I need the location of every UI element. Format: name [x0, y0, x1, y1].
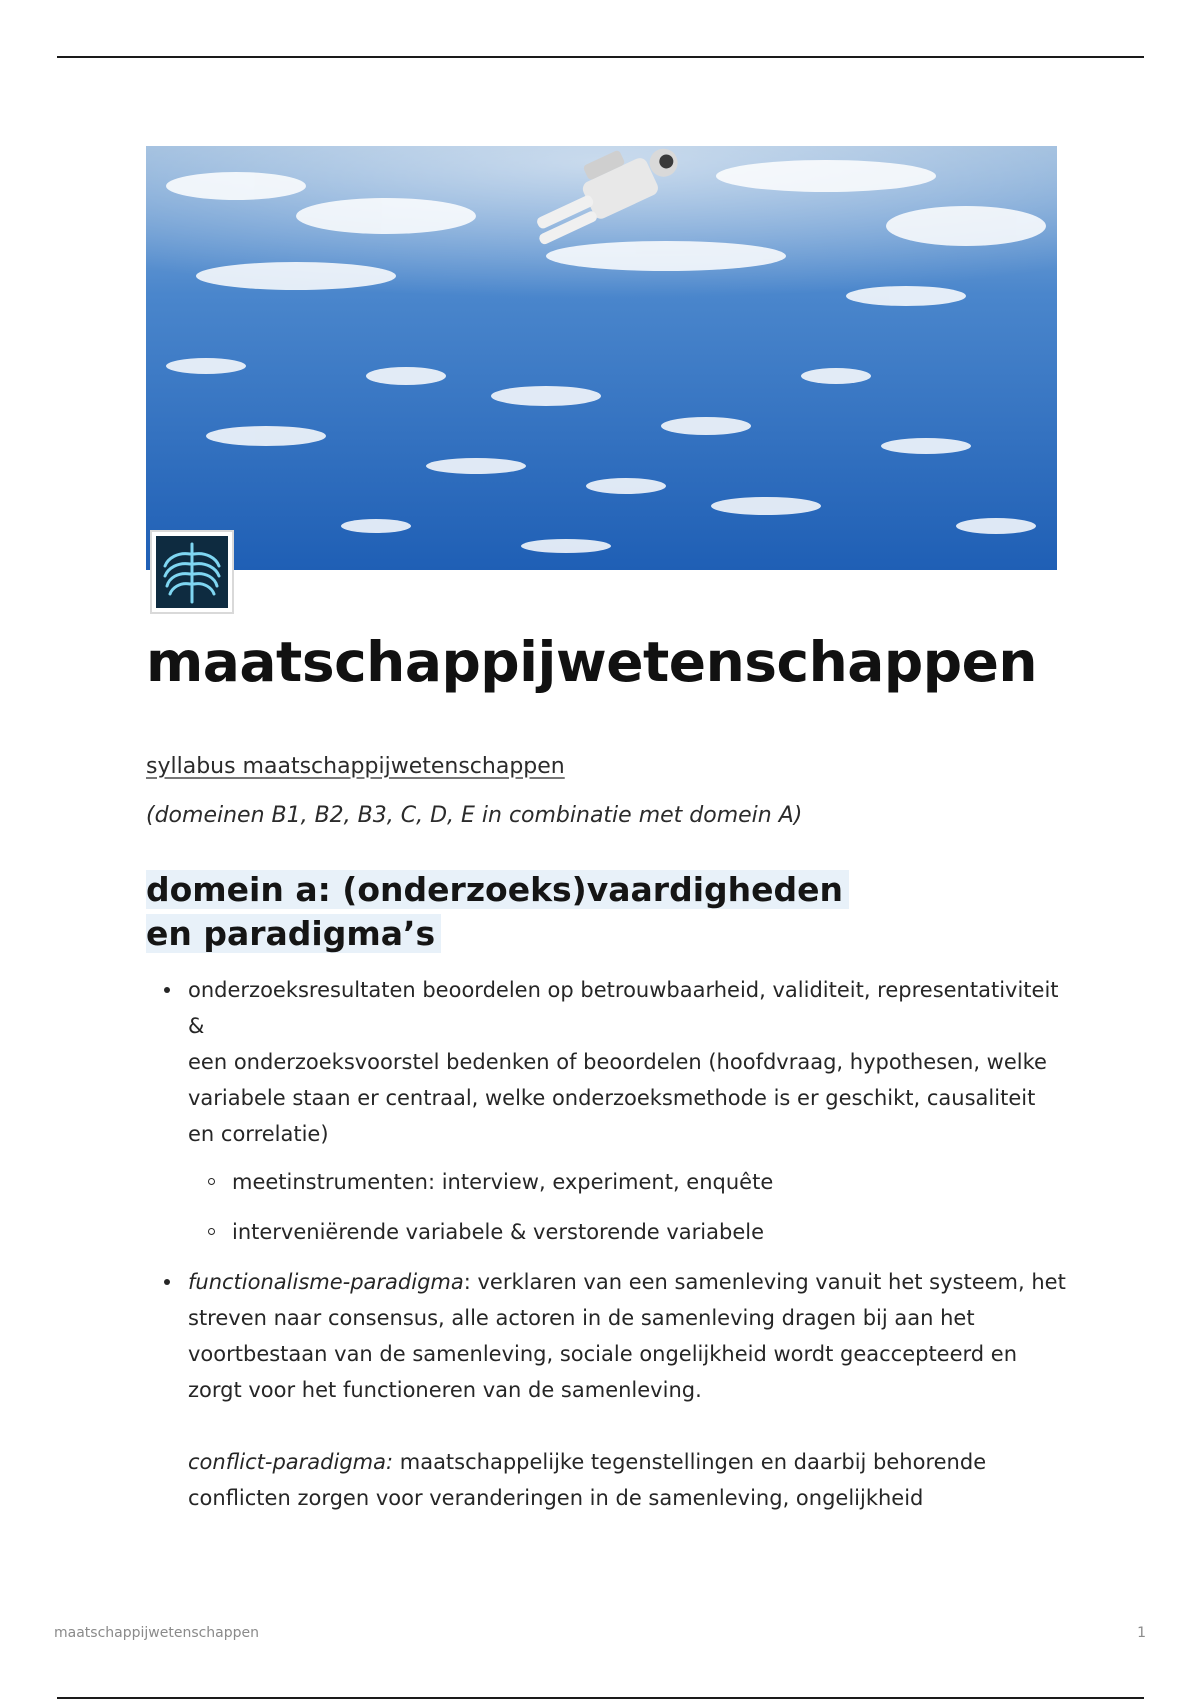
- list-item: [188, 1264, 1066, 1516]
- footer-doc-name: maatschappijwetenschappen: [54, 1625, 260, 1641]
- footer-page-number: 1: [1137, 1625, 1146, 1641]
- subtitle-note: (domeinen B1, B2, B3, C, D, E in combinatie met domein A): [146, 803, 803, 828]
- top-rule: [57, 56, 1144, 58]
- functionalism-term: functionalisme-paradigma: [188, 1270, 464, 1294]
- sub-list-item: meetinstrumenten: interview, experiment, enquête: [232, 1164, 1066, 1200]
- page-title: maatschappijwetenschappen: [146, 630, 1038, 694]
- paragraph-gap: [188, 1408, 1066, 1444]
- bullet1-line1: onderzoeksresultaten beoordelen op betrouwbaarheid, validiteit, representativiteit &: [188, 978, 1059, 1038]
- cover-image-earth-astronaut: [146, 146, 1057, 570]
- section-heading: [146, 868, 866, 956]
- section-content: [146, 972, 1066, 1526]
- functionalism-paragraph: [188, 1264, 1066, 1408]
- section-heading-text: domein a: (onderzoeks)vaardigheden en paradigma’s: [146, 870, 849, 953]
- bottom-rule: [57, 1697, 1144, 1699]
- sub-list-item: interveniërende variabele & verstorende variabele: [232, 1214, 1066, 1250]
- conflict-text: maatschappelijke tegenstellingen en daarbij behorende conflicten zorgen voor veranderingen in de samenleving, ongelijkheid: [188, 1450, 987, 1510]
- bullet1-line2: een onderzoeksvoorstel bedenken of beoordelen (hoofdvraag, hypothesen, welke variabele staan er centraal, welke onderzoeksmethode is er geschikt, causaliteit en correlatie): [188, 1050, 1047, 1146]
- bullet-list: [146, 972, 1066, 1516]
- functionalism-text: : verklaren van een samenleving vanuit het systeem, het streven naar consensus, alle actoren in de samenleving dragen bij aan het voortbestaan van de samenleving, sociale ongelijkheid wordt geaccepteerd en zorgt voor het functioneren van de samenleving.: [188, 1270, 1066, 1402]
- conflict-term: conflict-paradigma:: [188, 1450, 394, 1474]
- xray-page-icon: [150, 530, 234, 614]
- conflict-paragraph: [188, 1444, 1066, 1516]
- list-item: [188, 972, 1066, 1250]
- sub-list: [188, 1164, 1066, 1250]
- syllabus-link[interactable]: syllabus maatschappijwetenschappen: [146, 754, 565, 779]
